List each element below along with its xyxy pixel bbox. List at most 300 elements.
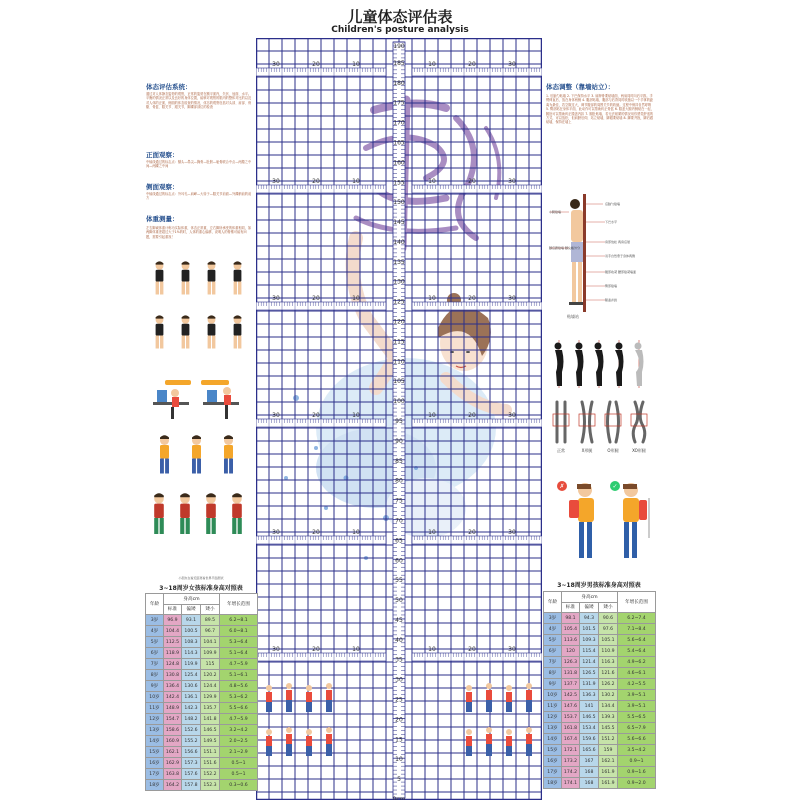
boys-cell: 167 (580, 756, 599, 767)
page-title: 儿童体态评估表 (347, 8, 453, 26)
ruler-label: 165 (393, 139, 405, 147)
boys-cell: 14岁 (544, 734, 562, 745)
ruler-label: 135 (393, 258, 405, 266)
girls-cell: 2.1~2.9 (220, 747, 258, 758)
boys-cell: 126.3 (562, 657, 580, 668)
boys-table-row (544, 668, 656, 679)
girls-table-row (146, 703, 258, 714)
girls-cell: 0.3~0.6 (220, 780, 258, 791)
ruler-label: 130 (393, 278, 405, 286)
leg-shape-figures (553, 402, 647, 453)
girls-cell: 4.7~5.9 (220, 714, 258, 725)
side-scale-label: 20 (468, 412, 476, 419)
boys-table-row (544, 756, 656, 767)
boys-cell: 115.4 (580, 646, 599, 657)
boys-cell: 120 (562, 646, 580, 657)
side-scale-label: 20 (312, 412, 320, 419)
girls-cell: 5.3~6.2 (220, 692, 258, 703)
boys-cell: 137.7 (562, 679, 580, 690)
girls-cell: 114.3 (182, 648, 201, 659)
adjustment-text: 1. 后脑勺贴墙 2. 下巴保持水平 3. 肩胛骨要贴墙面，两肩同时向后平推。手臂伸直后，放在身体两侧 4. 腹部贴墙，腹部与后背同时收缩以一个手掌的距离为最佳，若空隙过大，调节腹部的周围关节的收缩。过程中保持自然呼吸 5. 臀部贴在身体平面，此动作可以帮助纠正骨盆 6. 膝盖大腿内侧贴在一起，腿肚可以帮助纠正膝盖内扣 7. 腿肚贴墙，若无法贴紧的情况用你感觉舒适的方式，可以放松，但肩膀后仰，站立贴墙，脚跟要贴墙 8. 脚要并拢，脚后跟贴墙，保持在墙上 (546, 94, 654, 125)
leg-shape-label: XO形腿 (632, 448, 646, 453)
calligraphy-art (356, 100, 499, 248)
girls-cell: 96.9 (164, 615, 182, 626)
boys-col-standard: 标准 (562, 603, 580, 613)
boys-cell: 6.5~7.9 (618, 723, 656, 734)
side-scale-label: 10 (352, 412, 360, 419)
side-scale-label: 10 (352, 529, 360, 536)
side-scale-label: 30 (508, 61, 516, 68)
girls-cell: 108.3 (182, 637, 201, 648)
wall-stand-label: 腹部收紧 腰部贴紧墙面 (605, 270, 636, 275)
girls-cell: 5.1~6.1 (220, 670, 258, 681)
posture-figure (208, 261, 216, 294)
girls-cell: 13岁 (146, 725, 164, 736)
posture-figure (182, 315, 190, 348)
ruler-label: 0cm (392, 796, 406, 800)
boys-cell: 130.2 (599, 690, 618, 701)
side-scale-label: 30 (508, 295, 516, 302)
girls-col-short: 矮小 (201, 605, 220, 615)
boys-table-row (544, 767, 656, 778)
posture-silhouette (595, 340, 604, 388)
wall-stand-label: 双手自然垂于身体两侧 (605, 254, 636, 259)
ruler-label: 50 (395, 597, 403, 605)
boys-table-row (544, 624, 656, 635)
page-subtitle: Children's posture analysis (331, 25, 469, 35)
girls-cell: 96.7 (201, 626, 220, 637)
girl-figure (232, 493, 242, 534)
boys-cell: 105.1 (599, 635, 618, 646)
boys-cell: 147.6 (562, 701, 580, 712)
boys-cell: 17岁 (544, 767, 562, 778)
girls-cell: 152.6 (182, 725, 201, 736)
boys-cell: 94.3 (580, 613, 599, 624)
girls-cell: 163.8 (164, 769, 182, 780)
side-scale-label: 30 (508, 412, 516, 419)
front-view-text: 中轴线通过的标志点：额头—鼻尖—胸骨—肚脐—耻骨联合中点—两膝之中间—两踝之中间 (146, 160, 252, 169)
girls-cell: 11岁 (146, 703, 164, 714)
adjustment-heading: 体态调整（靠墙站立）： (546, 83, 615, 91)
boys-table-row (544, 613, 656, 624)
boys-cell: 7岁 (544, 657, 562, 668)
ruler-label: 185 (393, 59, 405, 67)
boys-col-short: 矮小 (599, 603, 618, 613)
posture-figure (182, 261, 190, 294)
girls-cell: 129.9 (201, 692, 220, 703)
posture-silhouette (615, 340, 624, 388)
ruler-label: 45 (395, 616, 403, 624)
girls-cell: 130.6 (182, 681, 201, 692)
boys-cell: 3.9~5.1 (618, 701, 656, 712)
boys-cell: 3岁 (544, 613, 562, 624)
girls-table-row (146, 637, 258, 648)
boys-table-row (544, 778, 656, 789)
boys-cell: 4.9~6.2 (618, 657, 656, 668)
girls-cell: 3岁 (146, 615, 164, 626)
girls-cell: 148.9 (164, 703, 182, 714)
girls-cell: 5.3~6.4 (220, 637, 258, 648)
side-scale-label: 30 (508, 646, 516, 653)
side-scale-label: 30 (272, 646, 280, 653)
girls-cell: 4.7~5.9 (220, 659, 258, 670)
ruler-label: 105 (393, 378, 405, 386)
girls-cell: 93.1 (182, 615, 201, 626)
boys-cell: 159 (599, 745, 618, 756)
boys-table-row (544, 657, 656, 668)
boys-cell: 15岁 (544, 745, 562, 756)
boys-cell: 151.2 (599, 734, 618, 745)
boys-cell: 105.4 (562, 624, 580, 635)
girls-cell: 136.1 (182, 692, 201, 703)
girls-cell: 141.8 (201, 714, 220, 725)
boys-cell: 3.5~4.2 (618, 745, 656, 756)
girls-cell: 152.2 (201, 769, 220, 780)
girls-table-row (146, 659, 258, 670)
girls-cell: 124.8 (164, 659, 182, 670)
girls-cell: 5.1~6.4 (220, 648, 258, 659)
girls-table-row (146, 736, 258, 747)
wall-stand-label: 臀部贴墙 (605, 284, 618, 289)
walking-figure (160, 435, 169, 473)
side-scale-label: 10 (352, 295, 360, 302)
ruler-label: 80 (395, 477, 403, 485)
leg-shape-label: O形腿 (607, 448, 619, 453)
leg-shape-figure (553, 402, 569, 453)
side-scale-label: 30 (272, 295, 280, 302)
ruler-label: 190 (393, 43, 405, 50)
girls-cell: 135.7 (201, 703, 220, 714)
ruler-label: 90 (395, 437, 403, 445)
girls-cell: 157.3 (182, 758, 201, 769)
ruler-label: 35 (395, 656, 403, 664)
side-scale-label: 30 (272, 61, 280, 68)
girls-cell: 17岁 (146, 769, 164, 780)
front-view-heading: 正面观察： (146, 151, 179, 159)
girl-posture-figures (154, 493, 242, 534)
girls-col-growth: 年增长范围 (220, 594, 258, 615)
ruler-label: 95 (395, 418, 403, 425)
boys-cell: 161.8 (562, 723, 580, 734)
side-scale-label: 20 (312, 61, 320, 68)
side-view-heading: 侧面观察： (146, 183, 179, 191)
girls-cell: 15岁 (146, 747, 164, 758)
girls-cell: 155.2 (182, 736, 201, 747)
girls-cell: 118.9 (164, 648, 182, 659)
weight-text: 左右脚诚体重计称为实际体重，体态正常重，左右脚所承受的体重相同，如两脚体重差超过大于1%的时，人体的重心偏移，说明人的脊椎可能有问题，需要引起重视！ (146, 226, 252, 239)
ruler-label: 20 (395, 716, 403, 724)
ruler-label: 5 (397, 776, 401, 784)
walking-figures (160, 435, 233, 473)
boys-cell: 4.6~6.1 (618, 668, 656, 679)
girls-cell: 157.8 (182, 780, 201, 791)
boys-table-row (544, 712, 656, 723)
boys-col-age: 年龄 (544, 592, 562, 613)
wall-stand-label: 下巴水平 (605, 220, 618, 225)
boys-cell: 4.2~5.5 (618, 679, 656, 690)
girls-cell: 2.0~2.5 (220, 736, 258, 747)
girls-cell: 119.9 (182, 659, 201, 670)
side-scale-label: 10 (428, 178, 436, 185)
boys-cell: 11岁 (544, 701, 562, 712)
side-scale-label: 20 (312, 178, 320, 185)
posture-figure (156, 315, 164, 348)
girls-cell: 18岁 (146, 780, 164, 791)
posture-silhouette (575, 340, 584, 388)
side-scale-label: 20 (312, 295, 320, 302)
girls-cell: 151.6 (201, 758, 220, 769)
girls-cell: 158.6 (164, 725, 182, 736)
wall-stand-label: 膝盖并拢 (605, 298, 618, 303)
boys-cell: 153.4 (580, 723, 599, 734)
posture-figures-row2 (156, 315, 242, 348)
ruler-label: 70 (395, 517, 403, 525)
ruler-label: 75 (395, 497, 403, 505)
boys-cell: 10岁 (544, 690, 562, 701)
ruler-label: 160 (393, 159, 405, 167)
leg-shape-figure (605, 402, 621, 453)
girls-table-row (146, 725, 258, 736)
girls-cell: 104.1 (201, 637, 220, 648)
boys-cell: 131.9 (580, 679, 599, 690)
boys-cell: 131.8 (562, 668, 580, 679)
boys-cell: 134.4 (599, 701, 618, 712)
girls-cell: 124.4 (201, 681, 220, 692)
ruler-label: 65 (395, 537, 403, 545)
girls-table-row (146, 626, 258, 637)
posture-silhouette (555, 340, 564, 388)
desk-posture-figures (153, 380, 239, 419)
weight-heading: 体重测量： (146, 215, 179, 223)
girls-cell: 164.2 (164, 780, 182, 791)
girls-cell: 5岁 (146, 637, 164, 648)
boys-cell: 153.7 (562, 712, 580, 723)
side-scale-label: 10 (352, 646, 360, 653)
ruler-label: 120 (393, 318, 405, 326)
left-illustrations (145, 258, 257, 583)
girls-col-tall: 偏矮 (182, 605, 201, 615)
boys-table-row (544, 679, 656, 690)
boys-table-row (544, 734, 656, 745)
exercise-figures-right (466, 683, 532, 756)
side-scale-label: 10 (352, 61, 360, 68)
boys-cell: 5.5~6.5 (618, 712, 656, 723)
side-scale-label: 20 (468, 529, 476, 536)
side-scale-label: 20 (468, 178, 476, 185)
boys-cell: 126.2 (599, 679, 618, 690)
girls-cell: 148.2 (182, 714, 201, 725)
boys-cell: 141 (580, 701, 599, 712)
boys-cell: 0.9~2.0 (618, 778, 656, 789)
backpack-figures (557, 481, 649, 558)
boys-table-row (544, 635, 656, 646)
girls-cell: 6岁 (146, 648, 164, 659)
height-growth-chart (256, 38, 542, 800)
girls-cell: 12岁 (146, 714, 164, 725)
boys-table-row (544, 646, 656, 657)
boys-cell: 0.9~1 (618, 756, 656, 767)
boys-cell: 7.1~8.4 (618, 624, 656, 635)
assessment-system-heading: 体态评估系统： (146, 83, 192, 91)
girls-table-caption: 3~18周岁女孩标准身高对照表 (159, 585, 243, 592)
girl-figure (154, 493, 164, 534)
girls-cell: 146.5 (201, 725, 220, 736)
boys-cell: 126.5 (580, 668, 599, 679)
girls-cell: 130.8 (164, 670, 182, 681)
girls-cell: 149.5 (201, 736, 220, 747)
boys-cell: 6.2~7.4 (618, 613, 656, 624)
girls-cell: 4.8~5.6 (220, 681, 258, 692)
posture-figure (234, 315, 242, 348)
girls-cell: 9岁 (146, 681, 164, 692)
boys-cell: 174.1 (562, 778, 580, 789)
side-scale-label: 20 (312, 646, 320, 653)
girls-cell: 0.5~1 (220, 758, 258, 769)
side-scale-label: 30 (272, 412, 280, 419)
girls-cell: 4岁 (146, 626, 164, 637)
posture-silhouette (635, 340, 644, 388)
ruler-label: 145 (393, 219, 405, 227)
boys-cell: 146.5 (580, 712, 599, 723)
girls-table-row (146, 747, 258, 758)
girls-cell: 5.5~6.6 (220, 703, 258, 714)
wall-stand-labels (549, 201, 636, 302)
boys-cell: 168 (580, 767, 599, 778)
boys-cell: 101.5 (580, 624, 599, 635)
ruler-label: 110 (393, 358, 405, 366)
boys-cell: 165.6 (580, 745, 599, 756)
boys-cell: 5.6~6.4 (618, 635, 656, 646)
ruler-label: 40 (395, 636, 403, 644)
girls-cell: 16岁 (146, 758, 164, 769)
ruler-label: 150 (393, 199, 405, 207)
girls-cell: 151.1 (201, 747, 220, 758)
posture-figures-row1 (156, 261, 242, 294)
boys-cell: 136.3 (580, 690, 599, 701)
side-scale-label: 20 (468, 295, 476, 302)
boys-cell: 98.1 (562, 613, 580, 624)
girls-cell: 160.9 (164, 736, 182, 747)
ruler-label: 100 (393, 398, 405, 406)
boys-col-height-group: 身高cm (562, 592, 618, 603)
side-scale-label: 10 (428, 412, 436, 419)
girls-cell: 89.5 (201, 615, 220, 626)
boys-cell: 3.9~5.1 (618, 690, 656, 701)
ruler-label: 60 (395, 557, 403, 565)
boys-table-row (544, 701, 656, 712)
wall-stand-label: 肩部放松 两肩后展 (605, 240, 630, 245)
boys-cell: 145.5 (599, 723, 618, 734)
boys-cell: 6岁 (544, 646, 562, 657)
ruler-label: 15 (395, 736, 403, 744)
boys-cell: 174.2 (562, 767, 580, 778)
girls-cell: 156.6 (182, 747, 201, 758)
girls-col-age: 年龄 (146, 594, 164, 615)
girls-height-table (145, 593, 258, 791)
boys-cell: 161.9 (599, 778, 618, 789)
girls-table-row (146, 670, 258, 681)
boys-cell: 139.3 (599, 712, 618, 723)
side-scale-label: 10 (352, 178, 360, 185)
girls-cell: 14岁 (146, 736, 164, 747)
girls-cell: 115 (201, 659, 220, 670)
girls-cell: 162.1 (164, 747, 182, 758)
girls-cell: 104.4 (164, 626, 182, 637)
girls-cell: 7岁 (146, 659, 164, 670)
center-ruler (393, 42, 406, 800)
ruler-label: 25 (395, 696, 403, 704)
boys-cell: 159.6 (580, 734, 599, 745)
side-view-text: 中轴线通过的标志点：外耳孔—肩峰—大转子—膝关节前面—外踝稍前的前方 (146, 192, 252, 201)
boys-table-row (544, 745, 656, 756)
girls-cell: 154.7 (164, 714, 182, 725)
girls-cell: 112.5 (164, 637, 182, 648)
girls-cell: 152.3 (201, 780, 220, 791)
boys-cell: 0.9~1.6 (618, 767, 656, 778)
leg-shape-label: X形腿 (581, 448, 593, 453)
girls-table-row (146, 681, 258, 692)
girls-table-row (146, 758, 258, 769)
posture-silhouettes (555, 340, 644, 388)
ruler-label: 125 (393, 298, 405, 306)
ruler-label: 180 (393, 79, 405, 87)
wall-stand-label: 脚后跟贴墙 脚尖略外分 (549, 246, 580, 251)
girls-cell: 142.3 (182, 703, 201, 714)
leg-shape-figure (579, 402, 595, 453)
girls-table-row (146, 769, 258, 780)
girl-figure (180, 493, 190, 534)
girl-figure (206, 493, 216, 534)
walking-figure (192, 435, 201, 473)
ruler-label: 30 (395, 676, 403, 684)
girls-cell: 6.0~8.1 (220, 626, 258, 637)
posture-figure (234, 261, 242, 294)
boys-table-row (544, 723, 656, 734)
boys-table-caption: 3~18周岁男孩标准身高对照表 (557, 582, 641, 589)
boys-cell: 168 (580, 778, 599, 789)
side-scale-label: 10 (428, 529, 436, 536)
girls-col-height-group: 身高cm (164, 594, 220, 605)
side-scale-label: 30 (272, 529, 280, 536)
girls-cell: 120.2 (201, 670, 220, 681)
right-illustrations (545, 192, 657, 582)
girls-cell: 136.4 (164, 681, 182, 692)
boys-cell: 113.6 (562, 635, 580, 646)
posture-figure (208, 315, 216, 348)
girls-cell: 142.4 (164, 692, 182, 703)
left-fig-caption: 小朋友在看近距离看世界平面测试 (178, 576, 224, 580)
wall-stand-label: 后脑勺贴墙 (605, 202, 621, 207)
side-scale-label: 30 (272, 178, 280, 185)
boys-cell: 18岁 (544, 778, 562, 789)
wall-stand-caption: 贴墙站 (567, 314, 579, 319)
girls-table-row (146, 692, 258, 703)
wall-stand-label: 小腿贴墙 (549, 210, 562, 215)
boys-cell: 8岁 (544, 668, 562, 679)
boys-cell: 172.1 (562, 745, 580, 756)
girls-cell: 109.9 (201, 648, 220, 659)
side-scale-label: 20 (468, 646, 476, 653)
boys-cell: 162.1 (599, 756, 618, 767)
girls-cell: 6.2~8.1 (220, 615, 258, 626)
boys-cell: 5.6~6.6 (618, 734, 656, 745)
ruler-label: 10 (395, 756, 403, 764)
ruler-label: 85 (395, 457, 403, 465)
boys-cell: 173.2 (562, 756, 580, 767)
ruler-label: 115 (393, 338, 405, 346)
ruler-label: 55 (395, 577, 403, 585)
svg-text:✗: ✗ (559, 483, 565, 490)
